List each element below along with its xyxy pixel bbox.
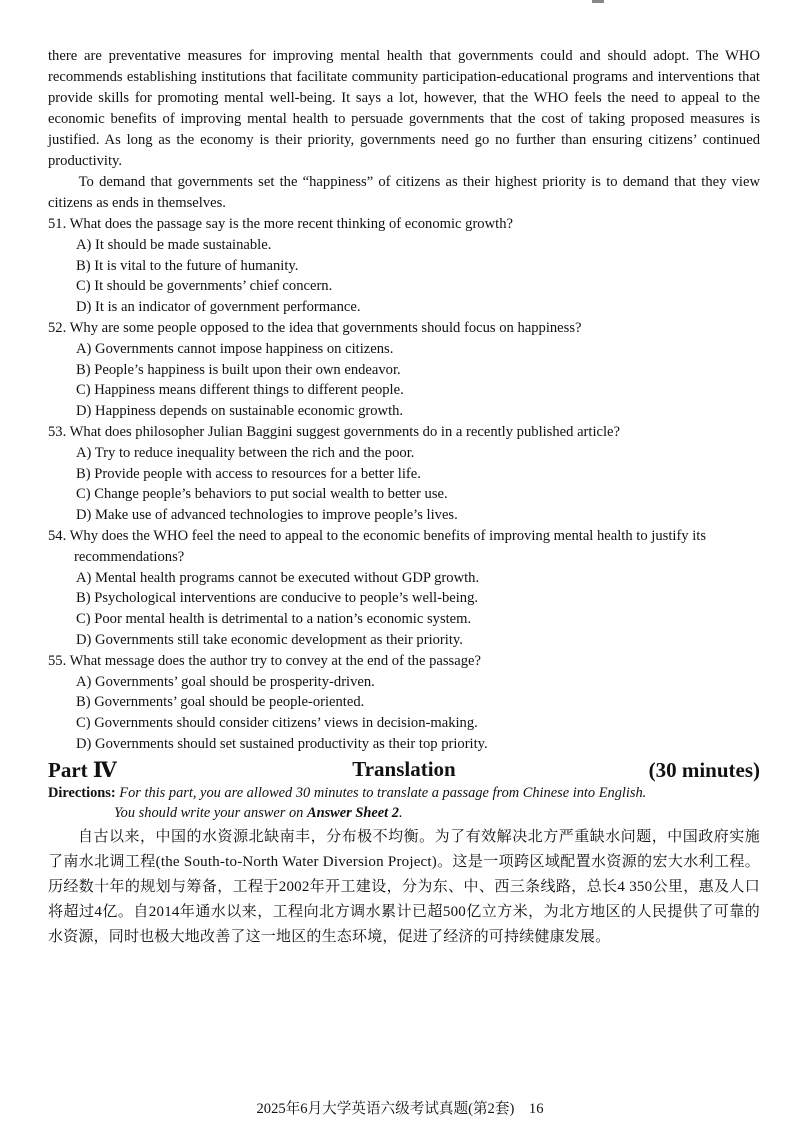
option-c: C) Governments should consider citizens’ views in decision-making. xyxy=(76,715,478,732)
option-c: C) It should be governments’ chief concern. xyxy=(76,278,333,295)
question-stem: 52. Why are some people opposed to the idea that governments should focus on happiness? xyxy=(48,319,582,336)
passage-paragraph-1: there are preventative measures for improving mental health that governments could and should adopt. The WHO recommends establishing institutions that facilitate community participation-educational programs and interventions that provide skills for promoting mental well-being. It says a lot, however, that the WHO feels the need to appeal to the economic benefits of improving mental health to persuade governments that the cost of taking proposed measures is justified. As long as the economy is their priority, governments need go no further than ensuring citizens’ continued productivity. xyxy=(48,48,760,169)
question-list xyxy=(48,214,760,755)
option-d: D) It is an indicator of government performance. xyxy=(76,299,361,316)
directions-label: Directions: xyxy=(48,784,116,801)
part-label: Part Ⅳ xyxy=(48,757,117,782)
part-header xyxy=(48,757,760,783)
option-c: C) Change people’s behaviors to put social wealth to better use. xyxy=(76,486,448,503)
option-b: B) Psychological interventions are conducive to people’s well-being. xyxy=(76,590,479,607)
option-a: A) Try to reduce inequality between the rich and the poor. xyxy=(76,444,415,461)
question-stem: 55. What message does the author try to convey at the end of the passage? xyxy=(48,652,481,669)
question-stem: 54. Why does the WHO feel the need to appeal to the economic benefits of improving mental health to justify its recommendations? xyxy=(48,527,707,565)
scan-mark xyxy=(592,0,604,3)
question-52 xyxy=(48,318,760,422)
option-d: D) Make use of advanced technologies to improve people’s lives. xyxy=(76,507,458,524)
passage-paragraph-2: To demand that governments set the “happiness” of citizens as their highest priority is to demand that they view citizens as ends in themselves. xyxy=(48,174,760,211)
chinese-passage: 自古以来，中国的水资源北缺南丰，分布极不均衡。为了有效解决北方严重缺水问题，中国政府实施了南水北调工程(the South-to-North Water Diversion Project)。这是一项跨区域配置水资源的宏大水利工程。历经数十年的规划与筹备，工程于2002年开工建设，分为东、中、西三条线路，总长4 350公里，惠及人口将超过4亿。自2014年通水以来，工程向北方调水累计已超500亿立方米，为北方地区的人民提供了可靠的水资源，同时也极大地改善了这一地区的生态环境，促进了经济的可持续健康发展。 xyxy=(48,828,760,945)
option-a: A) It should be made sustainable. xyxy=(76,236,272,253)
directions-text-2a: You should write your answer on xyxy=(114,804,307,821)
answer-sheet-ref: Answer Sheet 2 xyxy=(306,804,399,821)
option-c: C) Happiness means different things to different people. xyxy=(76,382,404,399)
directions-line-2 xyxy=(48,803,760,823)
question-stem: 51. What does the passage say is the more recent thinking of economic growth? xyxy=(48,216,513,232)
option-a: A) Governments cannot impose happiness on citizens. xyxy=(76,340,394,357)
question-54 xyxy=(48,526,760,651)
option-a: A) Mental health programs cannot be executed without GDP growth. xyxy=(76,569,480,586)
part-title: Translation xyxy=(352,756,456,781)
directions-text-2c: . xyxy=(398,804,403,821)
part-time: (30 minutes) xyxy=(648,757,760,782)
option-d: D) Happiness depends on sustainable economic growth. xyxy=(76,403,404,420)
option-c: C) Poor mental health is detrimental to a nation’s economic system. xyxy=(76,611,472,628)
exam-page xyxy=(48,46,760,950)
option-b: B) Governments’ goal should be people-oriented. xyxy=(76,694,365,711)
question-53 xyxy=(48,422,760,526)
option-d: D) Governments should set sustained productivity as their top priority. xyxy=(76,735,488,752)
question-51 xyxy=(48,214,760,318)
option-a: A) Governments’ goal should be prosperity-driven. xyxy=(76,673,375,690)
question-stem: 53. What does philosopher Julian Baggini suggest governments do in a recently published article? xyxy=(48,423,621,440)
option-d: D) Governments still take economic development as their priority. xyxy=(76,631,463,648)
directions xyxy=(48,783,760,803)
page-footer: 2025年6月大学英语六级考试真题(第2套) 16 xyxy=(256,1101,544,1117)
question-55 xyxy=(48,651,760,755)
option-b: B) It is vital to the future of humanity. xyxy=(76,257,299,274)
option-b: B) People’s happiness is built upon their own endeavor. xyxy=(76,361,401,378)
option-b: B) Provide people with access to resources for a better life. xyxy=(76,465,421,482)
directions-text-1: For this part, you are allowed 30 minutes to translate a passage from Chinese into English. xyxy=(119,784,647,801)
